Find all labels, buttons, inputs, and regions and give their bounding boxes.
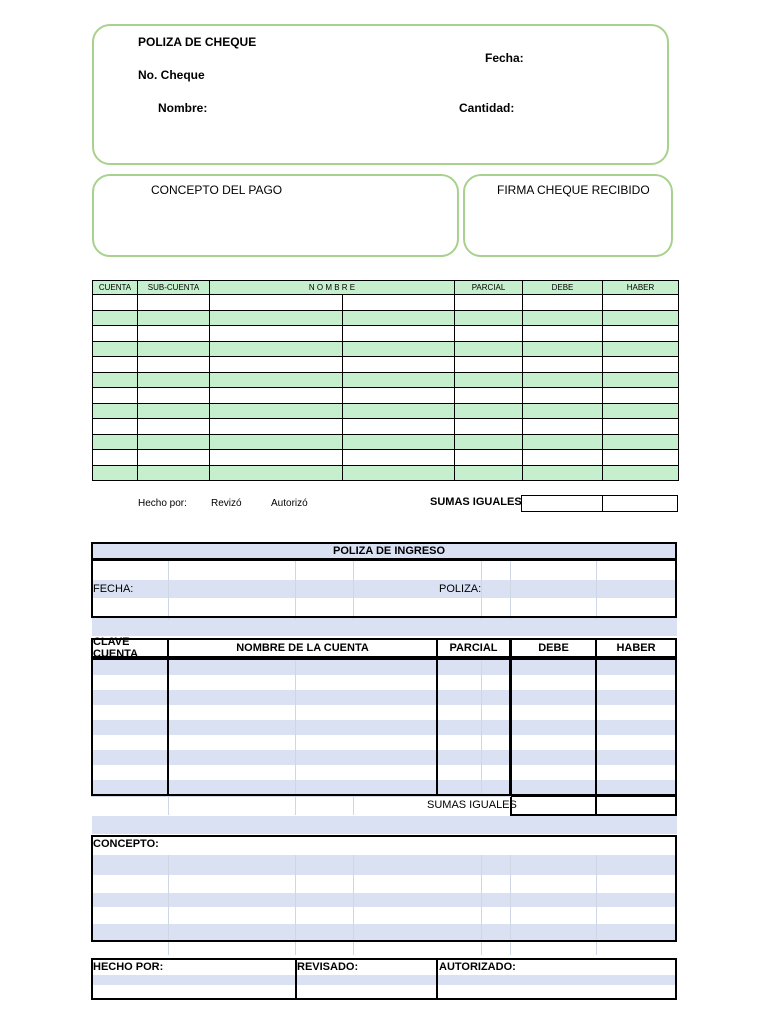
col-cuenta: CUENTA [93, 281, 138, 295]
table-row[interactable] [93, 450, 679, 466]
debe-column[interactable] [510, 658, 597, 796]
table-row[interactable] [93, 310, 679, 326]
ingreso-title: POLIZA DE INGRESO [333, 545, 446, 557]
fecha-label: FECHA: [93, 583, 134, 595]
cheque-cantidad-label: Cantidad: [459, 101, 515, 115]
header-nombre-cuenta: NOMBRE DE LA CUENTA [167, 638, 438, 658]
table-row[interactable] [93, 326, 679, 342]
concepto-box[interactable] [91, 835, 677, 942]
grid-line [353, 797, 354, 815]
hecho-por-label: Hecho por: [138, 498, 187, 509]
nombre-column[interactable] [167, 658, 438, 796]
table-row[interactable] [93, 388, 679, 404]
band [92, 618, 677, 636]
concepto-label: CONCEPTO: [93, 838, 159, 850]
col-sub-cuenta: SUB-CUENTA [138, 281, 210, 295]
clave-column[interactable] [91, 658, 169, 796]
ingreso-sumas-label: SUMAS IGUALES [427, 799, 517, 811]
cheque-accounts-table [92, 280, 679, 481]
ingreso-autorizado-label: AUTORIZADO: [439, 961, 516, 973]
ingreso-sumas-debe[interactable] [510, 795, 597, 816]
table-row[interactable] [93, 419, 679, 435]
poliza-label: POLIZA: [439, 583, 482, 595]
table-row[interactable] [93, 465, 679, 481]
reviso-label: Revizó [211, 498, 242, 509]
cheque-title: POLIZA DE CHEQUE [138, 35, 257, 49]
ingreso-hecho-por-label: HECHO POR: [93, 961, 164, 973]
table-row[interactable] [93, 341, 679, 357]
sumas-debe-cell[interactable] [521, 495, 603, 512]
haber-column[interactable] [595, 658, 677, 796]
sumas-iguales-label: SUMAS IGUALES [430, 496, 522, 508]
table-header-row [93, 281, 679, 295]
sumas-haber-cell[interactable] [602, 495, 678, 512]
table-row[interactable] [93, 434, 679, 450]
header-parcial: PARCIAL [436, 638, 511, 658]
header-clave-cuenta: CLAVE CUENTA [91, 638, 169, 658]
grid-line [168, 797, 169, 815]
grid-line [295, 797, 296, 815]
cheque-nombre-label: Nombre: [158, 101, 208, 115]
ingreso-revisado-label: REVISADO: [297, 961, 359, 973]
autorizo-label: Autorizó [271, 498, 308, 509]
cheque-number-label: No. Cheque [138, 68, 205, 82]
sumas-row-line [91, 796, 511, 797]
header-haber: HABER [595, 638, 677, 658]
table-row[interactable] [93, 403, 679, 419]
table-row[interactable] [93, 357, 679, 373]
col-haber: HABER [603, 281, 679, 295]
ingreso-sumas-haber[interactable] [595, 795, 677, 816]
cheque-fecha-label: Fecha: [485, 51, 524, 65]
col-parcial: PARCIAL [455, 281, 523, 295]
table-row[interactable] [93, 295, 679, 311]
firma-label: FIRMA CHEQUE RECIBIDO [497, 183, 650, 197]
parcial-column[interactable] [436, 658, 511, 796]
header-debe: DEBE [510, 638, 597, 658]
col-debe: DEBE [523, 281, 603, 295]
col-nombre: N O M B R E [210, 281, 455, 295]
concepto-pago-label: CONCEPTO DEL PAGO [151, 183, 283, 197]
fecha-poliza-box [91, 559, 677, 618]
band [92, 816, 677, 834]
table-row[interactable] [93, 372, 679, 388]
